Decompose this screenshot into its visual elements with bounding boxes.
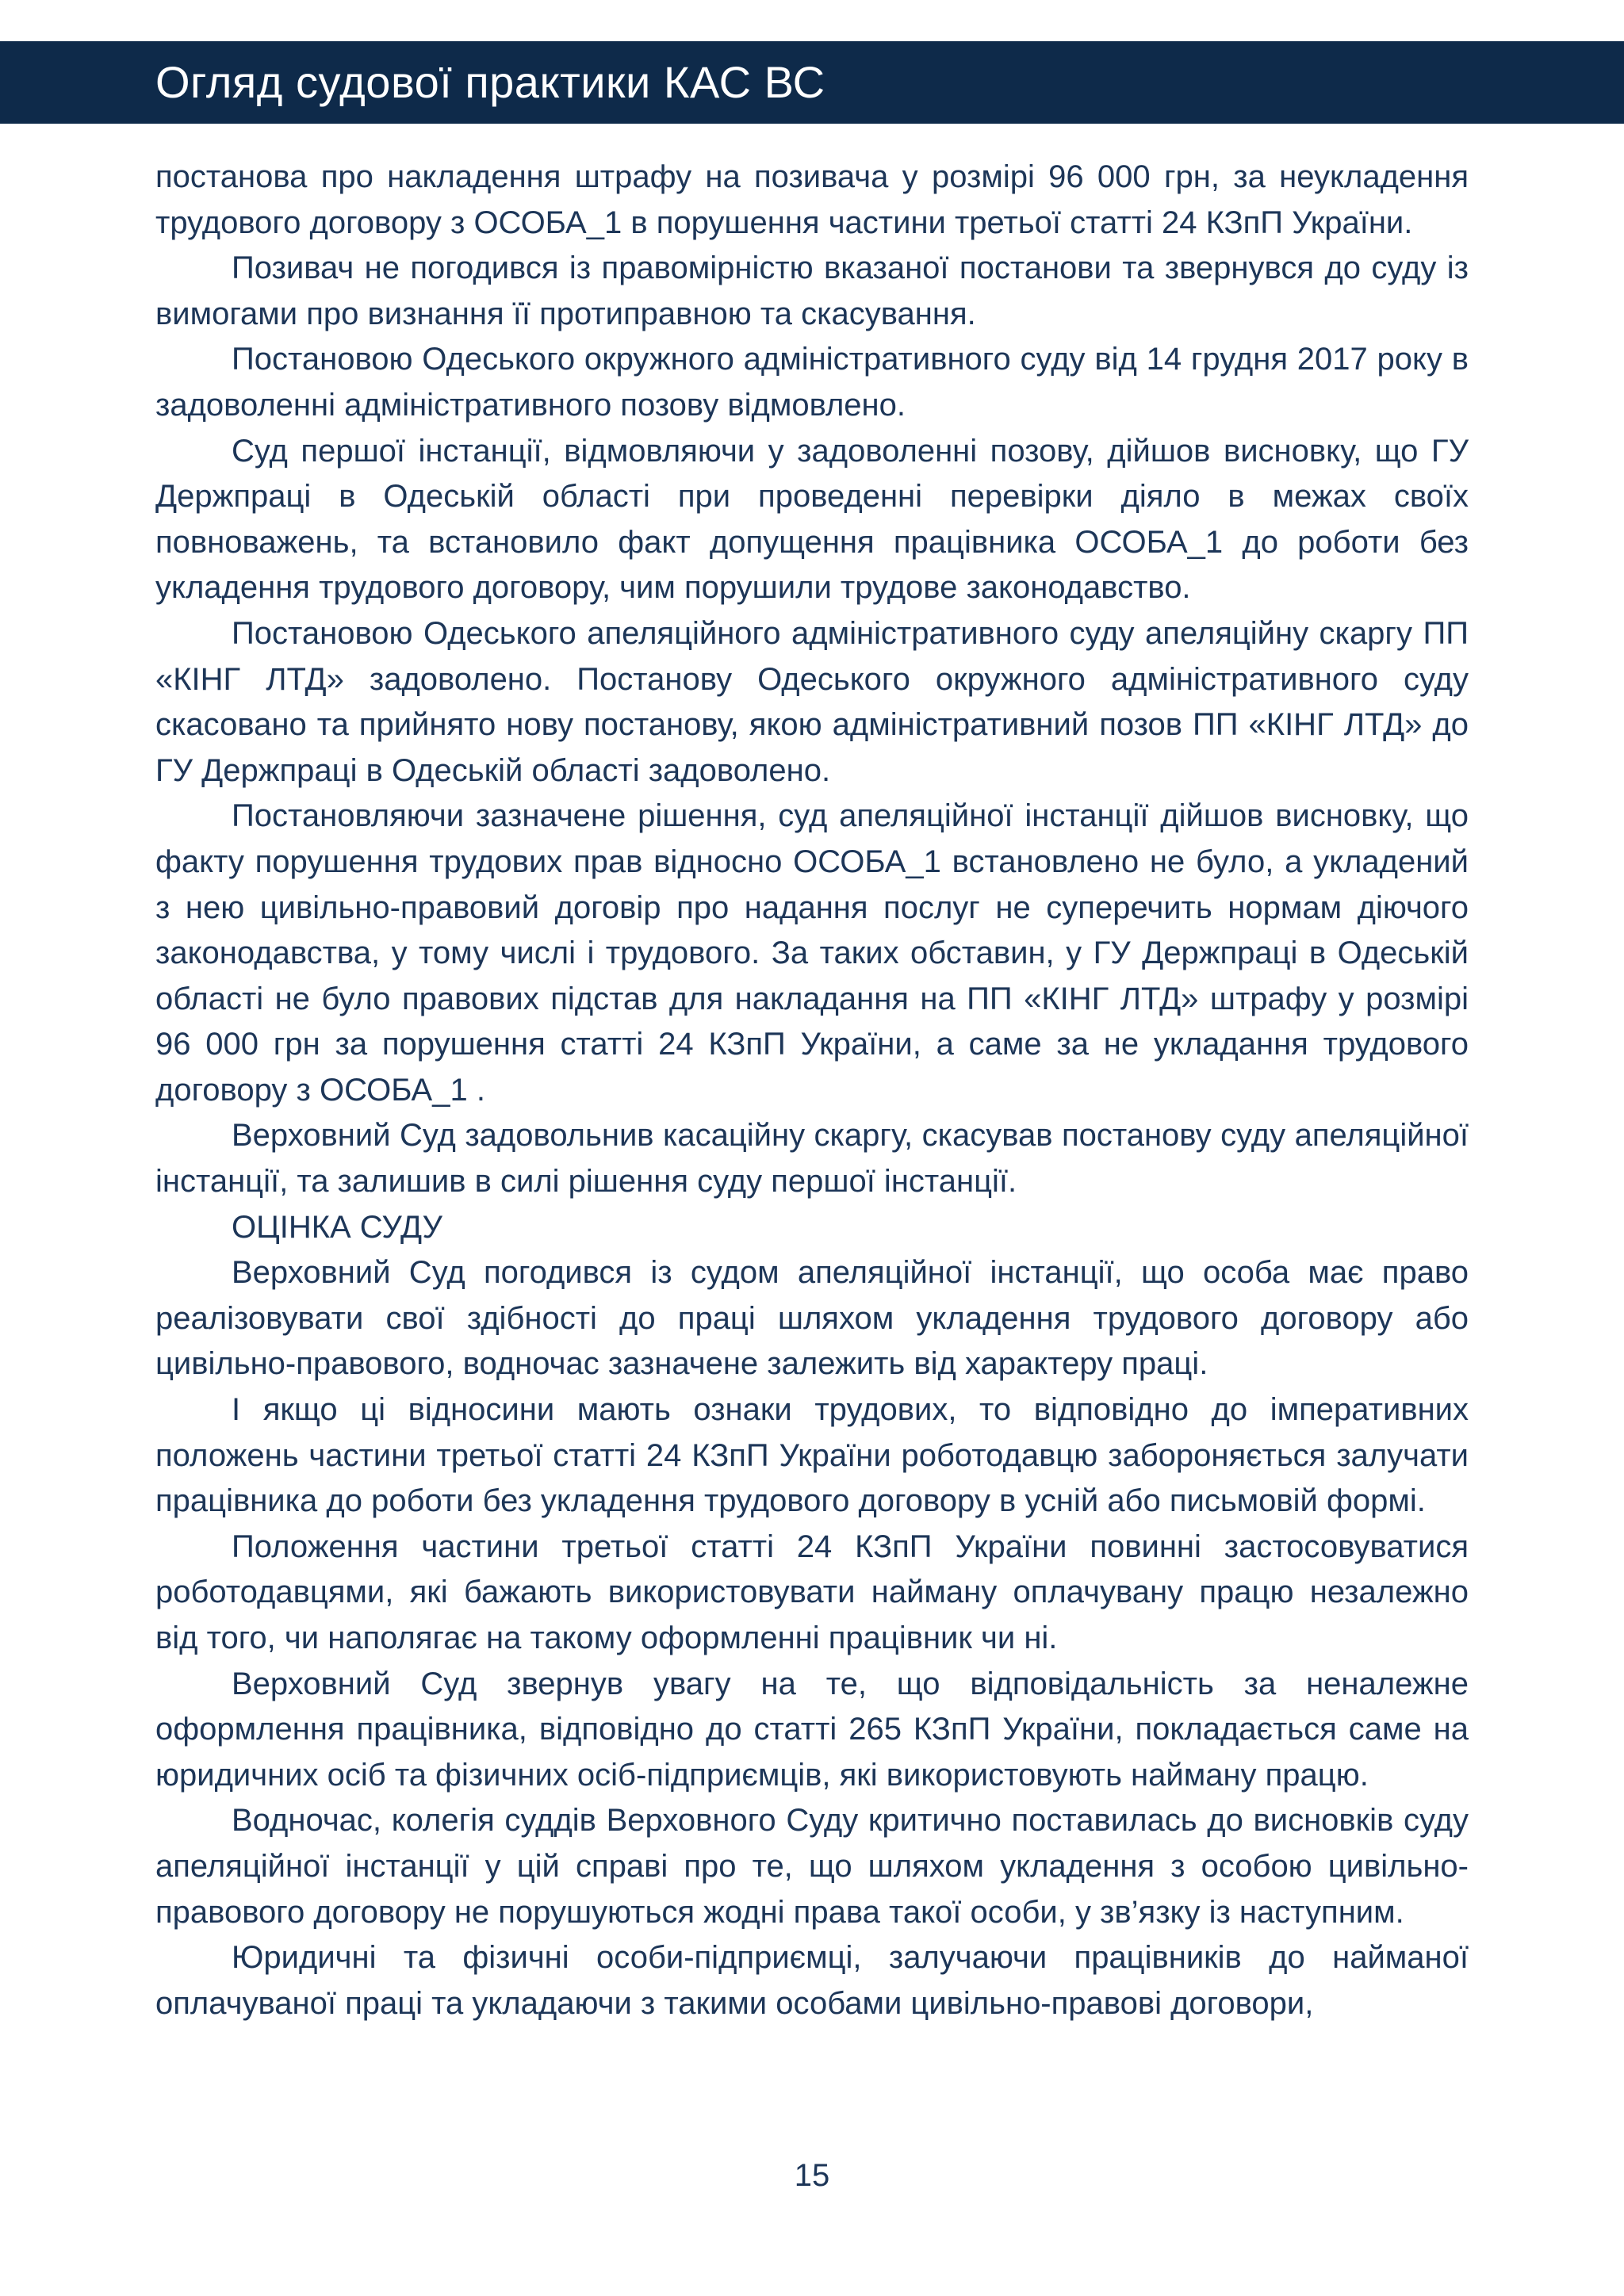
paragraph: Юридичні та фізичні особи-підприємці, залучаючи працівників до найманої оплачуваної праці та укладаючи з такими особами цивільно-правові договори,: [155, 1940, 1469, 2021]
paragraph: Постановляючи зазначене рішення, суд апеляційної інстанції дійшов висновку, що факту порушення трудових прав відносно ОСОБА_1 встановлено не було, а укладений з нею цивільно-правовий договір про надання послуг не суперечить нормам діючого законодавства, у тому числі і трудового. За таких обставин, у ГУ Держпраці в Одеській області не було правових підстав для накладання на ПП «КІНГ ЛТД» штрафу у розмірі 96 000 грн за порушення статті 24 КЗпП України, а саме за не укладання трудового договору з ОСОБА_1 .: [155, 798, 1469, 1108]
paragraph: Водночас, колегія суддів Верховного Суду критично поставилась до висновків суду апеляційної інстанції у цій справі про те, що шляхом укладення з особою цивільно-правового договору не порушуються жодні права такої особи, у зв’язку із наступним.: [155, 1803, 1469, 1930]
page-number: 15: [794, 2158, 830, 2193]
document-title: Огляд судової практики КАС ВС: [155, 57, 825, 107]
paragraph: І якщо ці відносини мають ознаки трудових, то відповідно до імперативних положень частини третьої статті 24 КЗпП України роботодавцю забороняється залучати працівника до роботи без укладення трудового договору в усній або письмовій формі.: [155, 1392, 1469, 1519]
paragraph: Постановою Одеського окружного адміністративного суду від 14 грудня 2017 року в задоволенні адміністративного позову відмовлено.: [155, 342, 1469, 423]
document-body: [155, 155, 1469, 2026]
header-bar: [0, 41, 1624, 124]
paragraph: Верховний Суд задовольнив касаційну скаргу, скасував постанову суду апеляційної інстанції, та залишив в силі рішення суду першої інстанції.: [155, 1118, 1469, 1200]
paragraph: Верховний Суд звернув увагу на те, що відповідальність за неналежне оформлення працівника, відповідно до статті 265 КЗпП України, покладається саме на юридичних осіб та фізичних осіб-підприємців, які використовують найману працю.: [155, 1666, 1469, 1793]
paragraph: Постановою Одеського апеляційного адміністративного суду апеляційну скаргу ПП «КІНГ ЛТД» задоволено. Постанову Одеського окружного адміністративного суду скасовано та прийнято нову постанову, якою адміністративний позов ПП «КІНГ ЛТД» до ГУ Держпраці в Одеській області задоволено.: [155, 615, 1469, 788]
paragraph: Суд першої інстанції, відмовляючи у задоволенні позову, дійшов висновку, що ГУ Держпраці в Одеській області при проведенні перевірки діяло в межах своїх повноважень, та встановило факт допущення працівника ОСОБА_1 до роботи без укладення трудового договору, чим порушили трудове законодавство.: [155, 433, 1469, 606]
paragraph: Позивач не погодився із правомірністю вказаної постанови та звернувся до суду із вимогами про визнання її протиправною та скасування.: [155, 251, 1469, 331]
paragraph: Верховний Суд погодився із судом апеляційної інстанції, що особа має право реалізовувати свої здібності до праці шляхом укладення трудового договору або цивільно-правового, водночас зазначене залежить від характеру праці.: [155, 1255, 1469, 1382]
paragraph: постанова про накладення штрафу на позивача у розмірі 96 000 грн, за неукладення трудового договору з ОСОБА_1 в порушення частини третьої статті 24 КЗпП України.: [155, 159, 1469, 240]
paragraph: Положення частини третьої статті 24 КЗпП України повинні застосовуватися роботодавцями, які бажають використовувати найману оплачувану працю незалежно від того, чи наполягає на такому оформленні працівник чи ні.: [155, 1529, 1469, 1655]
section-heading: ОЦІНКА СУДУ: [232, 1209, 442, 1245]
